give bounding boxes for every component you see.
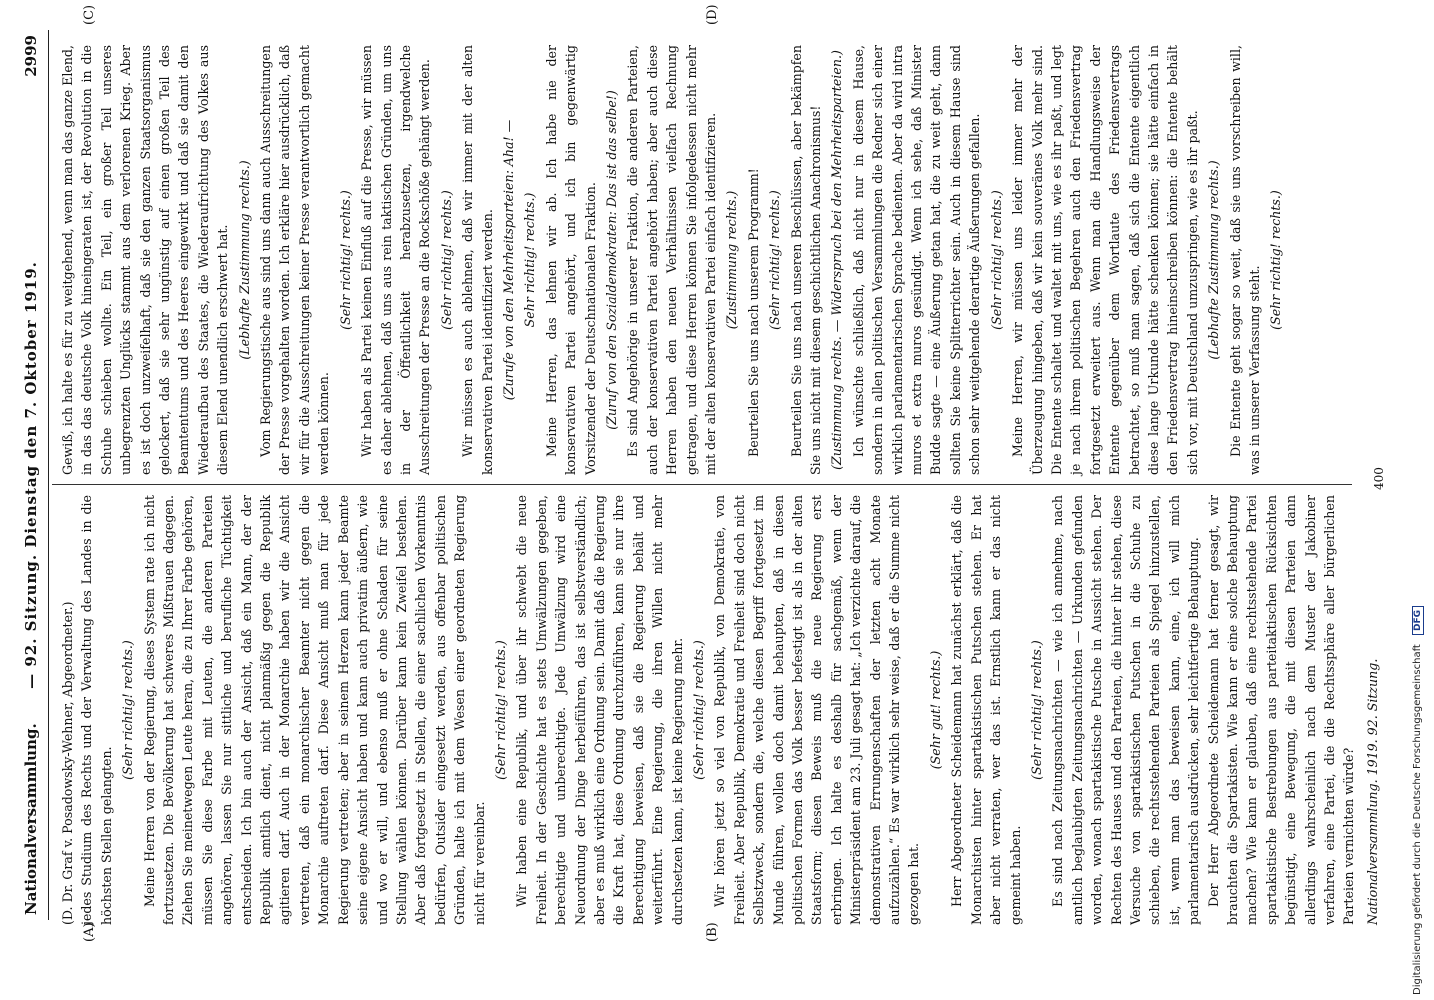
margin-letter-d: (D) bbox=[705, 4, 720, 25]
interjection: (Sehr richtig! rechts.) bbox=[767, 190, 783, 330]
interjection: (Sehr richtig! rechts.) bbox=[988, 190, 1004, 330]
interjection: (Zurufe von den Mehrheitsparteien: Aha! — bbox=[500, 119, 516, 401]
paragraph: Vom Regierungstische aus sind uns dann auch Ausschreitungen der Presse vorgehalten worden. Ich erkläre hier ausdrücklich, daß wir für die Ausschreitungen keiner Presse verantwortlich gemacht werden können. bbox=[258, 45, 332, 475]
paragraph: Beurteilen Sie uns nach unseren Beschlüssen, aber bekämpfen Sie uns nicht mit diesem geschichtlichen Anachronismus! bbox=[788, 45, 824, 475]
margin-letter-a: (A) bbox=[82, 922, 97, 942]
left-column bbox=[58, 495, 1359, 925]
digitization-credit bbox=[1412, 606, 1424, 995]
interjection: (Lebhafte Zustimmung rechts.) bbox=[236, 160, 252, 360]
paragraph: Meine Herren von der Regierung, dieses System rate ich nicht fortzusetzen. Die Bevölkerung hat schweres Mißtrauen dagegen. Ziehen Sie meinetwegen Leute heran, die zu Ihrer Farbe gehören, müssen Sie diese Farbe mit Leuten, die anderen Parteien angehören, lassen Sie nur sittliche und berufliche Tüchtigkeit entscheiden. Ich bin auch der Ansicht, daß ein Mann, der der Republik amtlich dient, nicht planmäßig gegen die Republik agitieren darf. Auch in der Monarchie haben wir die Ansicht vertreten, daß ein monarchischer Beamter nicht gegen die Monarchie auftreten darf. Diese Ansicht muß man für jede Regierung vertreten; aber in seinem Herzen kann jeder Beamte seine eigene Ansicht haben und kann auch privatim äußern, wie und wo er will, und ebenso muß er ohne Schaden für seine Stellung wählen können. Darüber kann kein Zweifel bestehen. Aber daß fortgesetzt in Stellen, die einer sachlichen Vorkenntnis bedürfen, Outsider eingesetzt werden, aus offenbar politischen Gründen, halte ich mit dem Wesen einer geordneten Regierung nicht für vereinbar. bbox=[141, 495, 487, 925]
paragraph: Es sind Angehörige in unserer Fraktion, die anderen Parteien, auch der konservativen Partei angehört haben; aber auch diese Herren haben den neuen Verhältnissen vielfach Rechnung getragen, und diese Herren können Sie infolgedessen nicht mehr mit der alten konservativen Partei einfach identifizieren. bbox=[625, 45, 718, 475]
interjection: Sehr richtig! rechts.) bbox=[522, 192, 538, 328]
paragraph: jedes Studium des Rechts und der Verwaltung des Landes in die höchsten Stellen gelangten. bbox=[79, 495, 114, 925]
column-divider bbox=[52, 484, 1352, 485]
interjection: (Sehr richtig! rechts.) bbox=[120, 640, 136, 780]
paragraph: Der Herr Abgeordnete Scheidemann hat ferner gesagt, wir brauchten die Spartakisten. Wie kann er eine solche Behauptung machen? Wie kann er glauben, daß eine rechtsstehende Partei spartakistische Bestrebungen aus parteitaktischen Rücksichten begünstigt, eine Bewegung, die mit diesen Parteien dann allerdings wahrscheinlich nach dem Muster der Jakobiner verfahren, eine Partei, die die Rechtssphäre aller bürgerlichen Parteien vernichten würde? bbox=[1205, 495, 1357, 925]
interjection: (Sehr gut! rechts.) bbox=[927, 650, 943, 770]
credit-text: Digitalisierung gefördert durch die Deutsche Forschungsgemeinschaft bbox=[1412, 644, 1423, 995]
interjection: (Sehr richtig! rechts.) bbox=[1028, 640, 1044, 780]
interjection: (Sehr richtig! rechts.) bbox=[691, 640, 706, 780]
header-title: — 92. Sitzung. Dienstag den 7. Oktober 1919. bbox=[22, 261, 40, 689]
paragraph: Die Entente geht sogar so weit, daß sie uns vorschreiben will, was in unserer Verfassung steht. bbox=[1227, 45, 1262, 475]
footer-session: Nationalversammlung. 1919. 92. Sitzung. bbox=[1365, 658, 1380, 925]
paragraph: Beurteilen Sie uns nach unserem Programm! bbox=[745, 168, 761, 457]
paragraph: Gewiß, ich halte es für zu weitgehend, wenn man das ganze Elend, in das das deutsche Volk hineingeraten ist, der Revolution in die Schuhe schieben wollte. Ein Teil, ein großer Teil unseres unbegrenzten Unglücks stammt aus dem verlorenen Krieg. Aber es ist doch unzweifelhaft, daß sie den ganzen Staatsorganismus gelockert, daß sie sehr ungünstig auf einen großen Teil des Beamtentums und des Heeres eingewirkt und daß sie damit den Wiederaufbau des Staates, die Wiederaufrichtung des Volkes aus diesem Elend unendlich erschwert hat. bbox=[60, 45, 231, 475]
margin-letter-b: (B) bbox=[705, 922, 720, 942]
interjection: (Lebhafte Zustimmung rechts.) bbox=[1206, 160, 1222, 360]
right-column bbox=[58, 45, 1288, 475]
interjection: (Sehr richtig! rechts.) bbox=[337, 190, 353, 330]
margin-letter-c: (C) bbox=[82, 4, 97, 25]
paragraph: Herr Abgeordneter Scheidemann hat zunächst erklärt, daß die Monarchisten hinter spartakistischen Putschen stehen. Er hat aber nicht verraten, wer das ist. Ernstlich kann er das nicht gemeint haben. bbox=[949, 495, 1023, 925]
paragraph: Meine Herren, wir müssen uns leider immer mehr der Überzeugung hingeben, daß wir kein souveränes Volk mehr sind. Die Entente schaltet und waltet mit uns, wie es ihr paßt, und legt je nach ihrem politischen Begehren auch den Friedensvertrag fortgesetzt erweitert aus. Wenn man die Handlungsweise der Entente gegenüber dem Wortlaute des Friedensvertrags betrachtet, so muß man sagen, daß sich die Entente eigentlich diese lange Urkunde hätte schenken können; sie hätte einfach in den Friedensvertrag hineinschreiben können: die Entente behält sich vor, mit Deutschland umzuspringen, wie es ihr paßt. bbox=[1010, 45, 1200, 475]
header-rule bbox=[48, 30, 49, 920]
paragraph: Meine Herren, das lehnen wir ab. Ich habe nie der konservativen Partei angehört, und ich bin gegenwärtig Vorsitzender der Deutschnationalen Fraktion. bbox=[543, 45, 598, 475]
header-left: Nationalversammlung. bbox=[22, 723, 40, 915]
interjection: (Zustimmung rechts.) bbox=[724, 190, 740, 330]
interjection: (Zustimmung rechts. — Widerspruch bei den Mehrheitsparteien.) bbox=[829, 50, 845, 470]
paragraph: (D. Dr. Graf v. Posadowsky-Wehner, Abgeordneter.) bbox=[60, 601, 75, 925]
interjection: (Zuruf von den Sozialdemokraten: Das ist das selbe!) bbox=[603, 90, 619, 430]
paragraph: Wir müssen es auch ablehnen, daß wir immer mit der alten konservativen Partei identifiziert werden. bbox=[460, 45, 495, 475]
paragraph: Wir haben eine Republik, und über ihr schwebt die neue Freiheit. In der Geschichte hat es stets Umwälzungen gegeben, berechtigte und unberechtigte. Jede Umwälzung wird eine Neuordnung der Dinge herbeiführen, das ist selbstverständlich; aber es muß wirklich eine Ordnung sein. Damit daß die Regierung die Kraft hat, diese Ordnung durchzuführen, kann sie nur ihre Berechtigung beweisen, daß sie die Regierung behält und weiterführt. Eine Regierung, die ihren Willen nicht mehr durchsetzen kann, ist keine Regierung mehr. bbox=[514, 495, 685, 925]
paragraph: Wir hören jetzt so viel von Republik, von Demokratie, von Freiheit. Aber Republik, Demokratie und Freiheit sind doch nicht Selbstzweck, sondern die, welche diesen Begriff fortgesetzt im Munde führen, wollen doch damit behaupten, daß in diesen politischen Formen das Volk besser befestigt ist als in der alten Staatsform; diesen Beweis muß die neue Regierung erst erbringen. Ich halte es deshalb für sachgemäß, wenn der Ministerpräsident am 23. Juli gesagt hat: „Ich verzichte darauf, die demonstrativen Errungenschaften der letzten acht Monate aufzuzählen.“ Es war wirklich sehr weise, daß er die Summe nicht gezogen hat. bbox=[712, 495, 922, 925]
page-header bbox=[18, 35, 46, 915]
dfg-logo: DFG bbox=[1412, 606, 1424, 635]
interjection: (Sehr richtig! rechts.) bbox=[1268, 190, 1284, 330]
paragraph: Ich wünschte schließlich, daß nicht nur in diesem Hause, sondern in allen politischen Versammlungen die Redner sich einer wirklich parlamentarischen Sprache bedienten. Aber da wird intra muros et extra muros gesündigt. Wenn ich sehe, daß Minister Budde sagte — eine Äußerung getan hat, die zu weit geht, dann sollten Sie keine Splitterrichter sein. Auch in diesem Hause sind schon sehr weitgehende derartige Äußerungen gefallen. bbox=[850, 45, 983, 475]
interjection: (Sehr richtig! rechts.) bbox=[438, 190, 454, 330]
paragraph: Wir haben als Partei keinen Einfluß auf die Presse, wir müssen es daher ablehnen, daß uns aus rein taktischen Gründen, um uns in der Öffentlichkeit herabzusetzen, irgendwelche Ausschreitungen der Presse an die Rockschöße gehängt werden. bbox=[359, 45, 433, 475]
footer-page-number: 400 bbox=[1372, 467, 1386, 490]
header-page-number: 2999 bbox=[22, 35, 40, 77]
paragraph: Es sind nach Zeitungsnachrichten — wie ich annehme, nach amtlich beglaubigten Zeitungsnachrichten — Urkunden gefunden worden, wonach spartakistische Putsche in Aussicht stehen. Der Rechten des Hauses und den Parteien, die hinter ihr stehen, diese Versuche von spartakistischen Putschen in die Schuhe zu schieben, die rechtsstehenden Parteien als Spiegel hinzustellen, ist, wenn man das beweisen kann, eine, ich will mich parlamentarisch ausdrücken, sehr leichtfertige Behauptung. bbox=[1050, 495, 1202, 925]
interjection: (Sehr richtig! rechts.) bbox=[492, 640, 508, 780]
